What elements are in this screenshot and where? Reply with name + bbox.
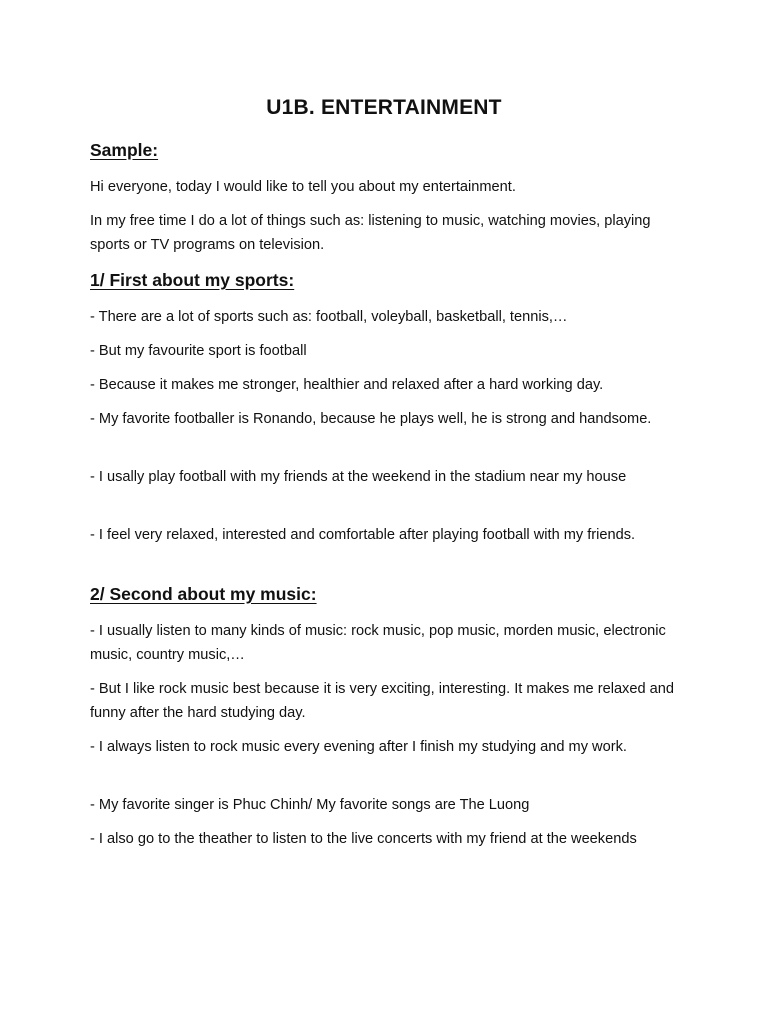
music-list-item: - But I like rock music best because it is very exciting, interesting. It makes me relaxed and funny after the hard studying day. (90, 681, 674, 721)
sports-list-item: - Because it makes me stronger, healthier and relaxed after a hard working day. (90, 377, 604, 393)
intro-paragraph: In my free time I do a lot of things such as: listening to music, watching movies, playing sports or TV programs on television. (90, 213, 651, 253)
music-list-item: - I usually listen to many kinds of music: rock music, pop music, morden music, electronic music, country music,… (90, 623, 666, 663)
music-list-item: - My favorite singer is Phuc Chinh/ My favorite songs are The Luong (90, 797, 530, 813)
sample-heading: Sample: (90, 140, 159, 160)
document-title: U1B. ENTERTAINMENT (266, 96, 502, 119)
sports-list-item: - There are a lot of sports such as: football, voleyball, basketball, tennis,… (90, 309, 568, 325)
sports-list-item: - I feel very relaxed, interested and comfortable after playing football with my friends. (90, 527, 636, 543)
music-list-item: - I always listen to rock music every evening after I finish my studying and my work. (90, 739, 627, 755)
sports-list-item: - But my favourite sport is football (90, 343, 307, 359)
intro-paragraph: Hi everyone, today I would like to tell you about my entertainment. (90, 179, 516, 195)
section-heading-sports: 1/ First about my sports: (90, 270, 295, 290)
sports-list-item: - My favorite footballer is Ronando, because he plays well, he is strong and handsome. (90, 411, 652, 427)
music-list-item: - I also go to the theather to listen to the live concerts with my friend at the weekends (90, 831, 637, 847)
section-heading-music: 2/ Second about my music: (90, 584, 317, 604)
sports-list-item: - I usally play football with my friends at the weekend in the stadium near my house (90, 469, 627, 485)
